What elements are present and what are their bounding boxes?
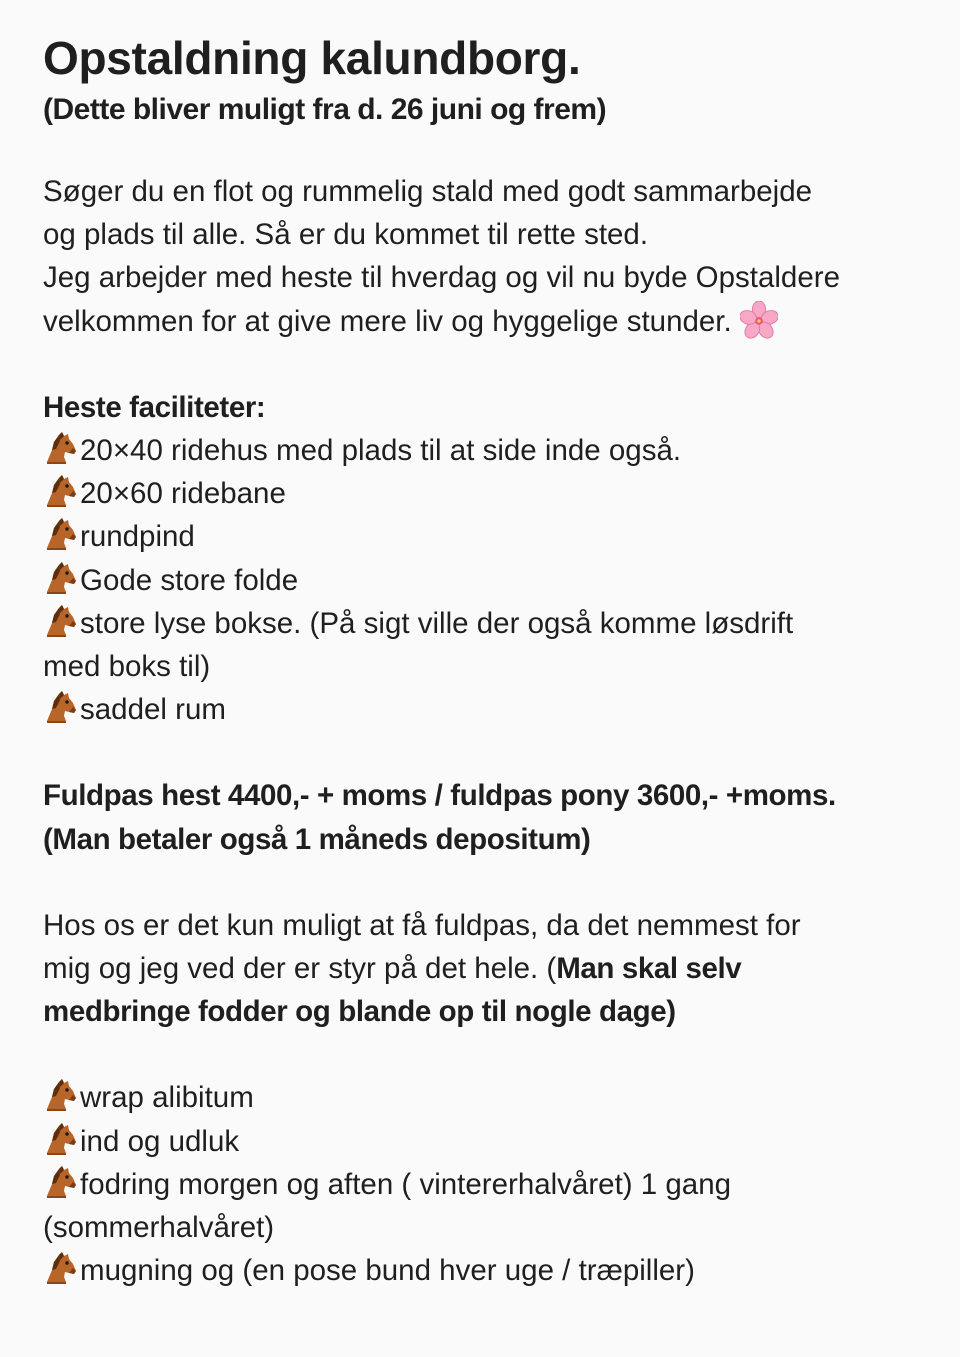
horse-face-icon	[43, 561, 79, 595]
facility-item-continuation: med boks til)	[43, 650, 211, 684]
service-text: mugning og (en pose bund hver uge / træpiller)	[80, 1254, 695, 1288]
page-title: Opstaldning kalundborg.	[43, 32, 581, 84]
fullboard-bold-text: Man skal selv	[556, 952, 742, 986]
intro-line: Søger du en flot og rummelig stald med godt sammarbejde	[43, 175, 813, 208]
facility-item	[43, 472, 918, 515]
facility-text: rundpind	[80, 520, 195, 554]
services-section	[43, 1076, 918, 1292]
intro-line-last	[43, 300, 918, 343]
service-text: ind og udluk	[80, 1124, 240, 1158]
fullboard-bold-line: medbringe fodder og blande op til nogle dage)	[43, 995, 676, 1029]
facility-item	[43, 688, 918, 731]
availability-note: (Dette bliver muligt fra d. 26 juni og frem)	[43, 93, 607, 126]
cherry-blossom-icon	[740, 301, 778, 339]
horse-face-icon	[43, 1165, 79, 1199]
facility-text: 20×60 ridebane	[80, 477, 286, 511]
facility-item	[43, 602, 918, 645]
horse-face-icon	[43, 517, 79, 551]
facility-text: Gode store folde	[80, 563, 299, 597]
horse-face-icon	[43, 604, 79, 638]
horse-face-icon	[43, 431, 79, 465]
intro-paragraph	[43, 170, 918, 343]
facility-item	[43, 429, 918, 472]
service-item	[43, 1163, 918, 1206]
facility-text: saddel rum	[80, 693, 226, 727]
service-text: fodring morgen og aften ( vintererhalvåret) 1 gang	[80, 1167, 732, 1201]
facility-text: store lyse bokse. (På sigt ville der også komme løsdrift	[80, 606, 794, 640]
horse-face-icon	[43, 690, 79, 724]
price-line: Fuldpas hest 4400,- + moms / fuldpas pony 3600,- +moms.	[43, 779, 836, 813]
service-item-continuation: (sommerhalvåret)	[43, 1211, 275, 1245]
horse-face-icon	[43, 1251, 79, 1285]
horse-face-icon	[43, 1122, 79, 1156]
facilities-section	[43, 386, 918, 732]
fullboard-line	[43, 947, 918, 990]
facility-item	[43, 515, 918, 558]
facility-item	[43, 559, 918, 602]
horse-face-icon	[43, 1078, 79, 1112]
service-item	[43, 1120, 918, 1163]
service-text: wrap alibitum	[80, 1081, 254, 1115]
horse-face-icon	[43, 474, 79, 508]
fullboard-line: Hos os er det kun muligt at få fuldpas, da det nemmest for	[43, 908, 801, 942]
intro-line: og plads til alle. Så er du kommet til rette sted.	[43, 218, 649, 252]
service-item	[43, 1249, 918, 1292]
facilities-heading: Heste faciliteter:	[43, 390, 266, 424]
intro-line-text: velkommen for at give mere liv og hyggelige stunder.	[43, 304, 732, 338]
pricing-section	[43, 774, 918, 860]
facility-text: 20×40 ridehus med plads til at side inde også.	[80, 434, 682, 468]
fullboard-text: mig og jeg ved der er styr på det hele. (	[43, 952, 557, 986]
deposit-line: (Man betaler også 1 måneds depositum)	[43, 822, 591, 856]
fullboard-paragraph	[43, 904, 918, 1034]
service-item	[43, 1076, 918, 1119]
intro-line: Jeg arbejder med heste til hverdag og vil nu byde Opstaldere	[43, 261, 840, 295]
